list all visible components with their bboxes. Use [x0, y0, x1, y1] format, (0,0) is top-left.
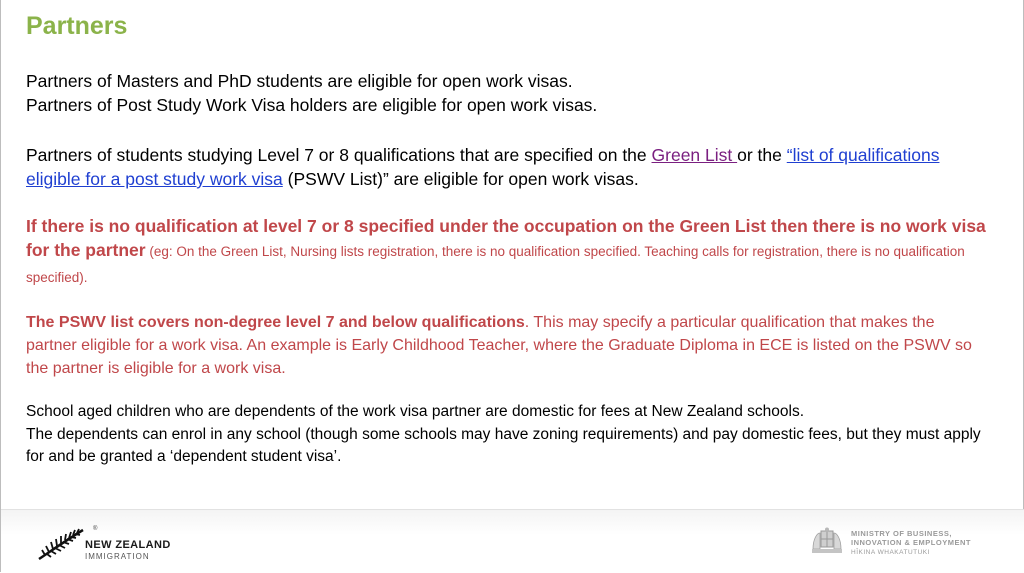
text-masters-phd: Partners of Masters and PhD students are eligible for open work visas.	[26, 71, 573, 91]
footer	[1, 509, 1024, 573]
text-pswv-list-rest: . This may specify a particular qualification that makes the partner eligible for a work visa. An example is Early Childhood Teacher, where the Graduate Diploma in ECE is listed on the PSWV so the partner is eligible for a work visa.	[26, 314, 972, 377]
text-pswv-holders: Partners of Post Study Work Visa holders are eligible for open work visas.	[26, 95, 598, 115]
nz-coat-of-arms-icon	[809, 527, 845, 555]
trademark-symbol: ®	[93, 526, 98, 532]
slide-content	[26, 69, 986, 469]
text-no-qualification-bold: If there is no qualification at level 7 or 8 specified under the occupation on the Green List then there is no work visa for the partner	[26, 216, 986, 260]
text-level-7-8-mid: or the	[737, 145, 787, 165]
text-school-fees: School aged children who are dependents of the work visa partner are domestic for fees at New Zealand schools.	[26, 403, 805, 420]
nz-immigration-text: IMMIGRATION	[85, 552, 150, 561]
silver-fern-icon	[37, 527, 85, 561]
paragraph-level-7-8	[26, 143, 986, 191]
text-no-qualification-example: (eg: On the Green List, Nursing lists registration, there is no qualification specified. Teaching calls for registration, there is no qualification specified).	[26, 244, 965, 285]
mbie-logo	[809, 525, 1009, 559]
nz-name-text: NEW ZEALAND	[85, 539, 171, 551]
text-pswv-list-bold: The PSWV list covers non-degree level 7 and below qualifications	[26, 314, 525, 331]
text-dependent-student-visa: The dependents can enrol in any school (though some schools may have zoning requirements) and pay domestic fees, but they must apply for and be granted a ‘dependent student visa’.	[26, 425, 981, 465]
text-level-7-8-post: (PSWV List)” are eligible for open work visas.	[282, 169, 639, 189]
mbie-line-3: HĪKINA WHAKATUTUKI	[851, 549, 930, 556]
green-list-link[interactable]: Green List	[651, 145, 738, 165]
mbie-line-1: MINISTRY OF BUSINESS,	[851, 529, 952, 538]
paragraph-masters-phd	[26, 69, 986, 117]
new-zealand-immigration-logo	[37, 523, 187, 563]
paragraph-no-qualification	[26, 214, 986, 290]
mbie-line-2: INNOVATION & EMPLOYMENT	[851, 538, 971, 547]
mbie-text	[851, 529, 971, 557]
paragraph-pswv-list	[26, 311, 986, 380]
pswv-list-link[interactable]: “list of qualifications eligible for a post study work visa	[26, 145, 940, 189]
text-level-7-8-pre: Partners of students studying Level 7 or 8 qualifications that are specified on the	[26, 145, 652, 165]
paragraph-school-children	[26, 401, 986, 469]
page-title: Partners	[26, 12, 128, 40]
